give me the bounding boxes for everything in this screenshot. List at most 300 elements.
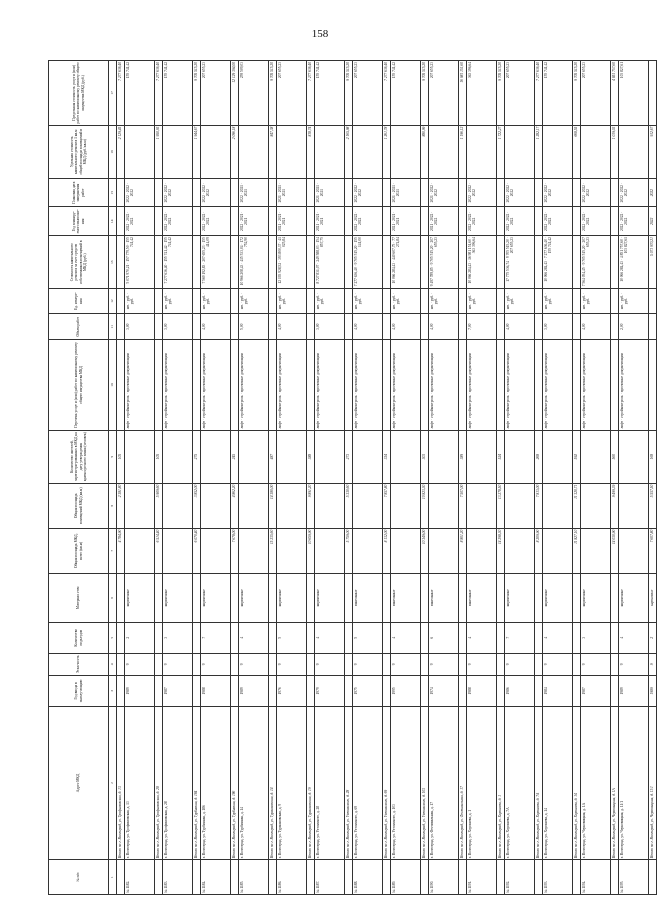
cell-work: лифт · стройконтроль · проектные документации [619, 340, 649, 430]
cell-mat [573, 573, 581, 622]
total-row [117, 61, 125, 895]
cell-cost: 5 071 970,21 [649, 236, 657, 289]
cell-plan: 2022 · 2022 · 2022 [543, 207, 573, 236]
cell-entr [421, 622, 429, 653]
cell-addr: Итого по г. Волгоград, ул. Трофимовская, д. 28 [155, 706, 163, 859]
cell-mat [193, 573, 201, 622]
cell-liv: 2 381,80 [117, 483, 125, 528]
cell-cost [421, 236, 429, 289]
cell-area [505, 528, 535, 573]
cell-floors: 9 [125, 653, 155, 676]
column-header: № п/п [49, 860, 109, 895]
cell-limit: 7 277 636,40 [383, 61, 391, 126]
cell-cost: 10 066 284,43 · 440 607,75 · 77 274,84 [391, 236, 421, 289]
cell-entr: 4 [391, 622, 421, 653]
building-row [277, 61, 307, 895]
cell-mat: кирпичные [649, 573, 657, 622]
cell-vol: 4,00 [353, 313, 383, 340]
cell-cost [307, 236, 315, 289]
column-number: 14 [109, 207, 117, 236]
cell-cost [117, 236, 125, 289]
column-number: 3 [109, 676, 117, 707]
cell-entr: 4 [467, 622, 497, 653]
cell-spec: 1 261,78 [383, 125, 391, 178]
cell-floors [117, 653, 125, 676]
cell-liv [277, 483, 307, 528]
cell-work [535, 340, 543, 430]
cell-liv [391, 483, 421, 528]
cell-addr: г. Волгоград, ул. Черновицкая, д. 1А [581, 706, 611, 859]
cell-addr: Итого по г. Волгоград, ул. Ухтомского, д. 69 [383, 706, 391, 859]
cell-vol: 5,00 [239, 313, 269, 340]
cell-date [421, 178, 429, 207]
cell-year [307, 676, 315, 707]
cell-area [315, 528, 345, 573]
cell-addr: Итого по г. Волгоград, ул. Турмановская, д. 19 [307, 706, 315, 859]
cell-area: 8 801,20 [459, 528, 467, 573]
cell-entr [193, 622, 201, 653]
cell-cost: 8 727 831,07 · 249 588,03 · 154 857,75 [315, 236, 345, 289]
cell-entr: 3 [163, 622, 193, 653]
cell-work [269, 340, 277, 430]
cell-vol [231, 313, 239, 340]
cell-num [497, 860, 505, 895]
cell-spec: 1 722,27 [497, 125, 505, 178]
cell-spec: 847,38 [269, 125, 277, 178]
cell-limit: 155 741,42 [125, 61, 155, 126]
column-number: 10 [109, 340, 117, 430]
cell-num: № 1185. [239, 860, 269, 895]
cell-plan: 2022 · 2022 · 2022 [581, 207, 611, 236]
cell-entr: 3 [581, 622, 611, 653]
total-row [497, 61, 505, 895]
cell-unit [573, 289, 581, 314]
cell-people: 268 [535, 430, 543, 483]
cell-work [573, 340, 581, 430]
cell-year: 1976 [277, 676, 307, 707]
column-number: 11 [109, 313, 117, 340]
cell-floors: 9 [201, 653, 231, 676]
cell-mat [383, 573, 391, 622]
cell-date: 2021 · 2021 · 2021 [391, 178, 421, 207]
cell-mat: кирпичные [581, 573, 611, 622]
cell-addr: Итого по г. Волгоград, ул. Черновицкая, д. 1А [611, 706, 619, 859]
column-header: Стоимость капитального ремонта за счет средств собственников помещений в МКД (руб.) [49, 236, 109, 289]
cell-entr: 4 [619, 622, 649, 653]
cell-work: лифт · стройконтроль · проектные документации [467, 340, 497, 430]
cell-entr [459, 622, 467, 653]
cell-entr: 6 [429, 622, 459, 653]
cell-addr: г. Волгоград, ул. Турбинная, д. 14 [239, 706, 269, 859]
cell-liv: 11 320,71 [573, 483, 581, 528]
cell-mat: кирпичные [201, 573, 231, 622]
cell-entr [231, 622, 239, 653]
cell-vol: 4,00 [429, 313, 459, 340]
cell-unit: шт. · руб. · руб. [315, 289, 345, 314]
cell-limit: 7 277 636,40 [117, 61, 125, 126]
cell-limit: 207 655,23 [277, 61, 307, 126]
cell-limit: 207 655,23 [201, 61, 231, 126]
cell-limit: 12 129 394,00 [231, 61, 239, 126]
cell-plan [117, 207, 125, 236]
cell-limit: 259 509,03 [239, 61, 269, 126]
cell-work [345, 340, 353, 430]
cell-year: 1987 [581, 676, 611, 707]
cell-spec: 2 096,18 [231, 125, 239, 178]
cell-num: № 1195. [619, 860, 649, 895]
cell-area [201, 528, 231, 573]
cell-cost [497, 236, 505, 289]
cell-unit: шт. · руб. · руб. [239, 289, 269, 314]
building-row [315, 61, 345, 895]
cell-area [543, 528, 573, 573]
cell-area [353, 528, 383, 573]
cell-work: лифт · стройконтроль · проектные документации [353, 340, 383, 430]
cell-cost: 10 066 284,43 · 4 851 757,60 · 103 827,61 [619, 236, 649, 289]
total-row [269, 61, 277, 895]
cell-mat: панельные [429, 573, 459, 622]
cell-num [535, 860, 543, 895]
page-number: 158 [311, 28, 329, 40]
cell-unit [649, 289, 657, 314]
cell-cost: 7 277 636,40 · 9 705 515,20 · 155 141,00 [353, 236, 383, 289]
cell-vol [193, 313, 201, 340]
cell-cost [611, 236, 619, 289]
cell-people: 388 [307, 430, 315, 483]
cell-mat [611, 573, 619, 622]
cell-year [421, 676, 429, 707]
cell-num: № 1182. [125, 860, 155, 895]
cell-unit: шт. · руб. · руб. [353, 289, 383, 314]
cell-cost: 5 071 970,21 · 157 779,50 · 155 741,42 [125, 236, 155, 289]
cell-spec [353, 125, 383, 178]
cell-year [117, 676, 125, 707]
cell-num [649, 860, 657, 895]
cell-people [429, 430, 459, 483]
cell-people [467, 430, 497, 483]
cell-vol: 3,00 [163, 313, 193, 340]
cell-addr: г. Волгоград, ул. Черновицкая, д. 11/1 [619, 706, 649, 859]
cell-limit: 9 705 515,20 [421, 61, 429, 126]
cell-liv [353, 483, 383, 528]
cell-work: лифт · стройконтроль · проектные документации [239, 340, 269, 430]
cell-vol [459, 313, 467, 340]
cell-year: 1989 [649, 676, 657, 707]
building-row [467, 61, 497, 895]
building-row [163, 61, 193, 895]
total-row [611, 61, 619, 895]
cell-mat: панельные [391, 573, 421, 622]
cell-vol: 4,00 [581, 313, 611, 340]
cell-plan [611, 207, 619, 236]
cell-spec [315, 125, 345, 178]
column-number: 8 [109, 483, 117, 528]
cell-vol: 3,00 [125, 313, 155, 340]
cell-liv [467, 483, 497, 528]
cell-addr: Итого по г. Волгоград, ул. Черновицкая, д. 11/1 [649, 706, 657, 859]
cell-liv: 9 891,20 [307, 483, 315, 528]
cell-area: 7 607,80 [649, 528, 657, 573]
cell-date [345, 178, 353, 207]
column-header: Объем работ [49, 313, 109, 340]
cell-spec: 668,55 [573, 125, 581, 178]
column-number: 15 [109, 178, 117, 207]
cell-people [277, 430, 307, 483]
cell-limit: 363 396,64 [467, 61, 497, 126]
cell-date [117, 178, 125, 207]
total-row [345, 61, 353, 895]
cell-entr [497, 622, 505, 653]
column-number: 12 [109, 289, 117, 314]
cell-addr: г. Волгоград, ул. Ухтомского, д. 28 [315, 706, 345, 859]
cell-floors [421, 653, 429, 676]
cell-limit: 9 705 515,20 [193, 61, 201, 126]
cell-area: 4 784,90 [117, 528, 125, 573]
cell-area [163, 528, 193, 573]
cell-vol [383, 313, 391, 340]
cell-liv: 10 823,30 [421, 483, 429, 528]
cell-liv [125, 483, 155, 528]
cell-floors [231, 653, 239, 676]
building-row [543, 61, 573, 895]
cell-floors [193, 653, 201, 676]
cell-spec: 1 944,67 [193, 125, 201, 178]
cell-num [155, 860, 163, 895]
cell-vol [269, 313, 277, 340]
cell-work [307, 340, 315, 430]
cell-plan: 2022 · 2022 · 2022 [505, 207, 535, 236]
cell-num [231, 860, 239, 895]
cell-work: лифт · стройконтроль · проектные документации [543, 340, 573, 430]
cell-addr: г. Волгоград, ул. Трофимовская, д. 13 [125, 706, 155, 859]
column-number: 9 [109, 430, 117, 483]
cell-entr [535, 622, 543, 653]
cell-vol: 4,00 [391, 313, 421, 340]
cell-date [193, 178, 201, 207]
cell-floors: 9 [649, 653, 657, 676]
cell-cost: 7 569 192,83 · 207 655,23 · 155 414,09 [201, 236, 231, 289]
cell-mat [345, 573, 353, 622]
cell-limit: 103 827,61 [619, 61, 649, 126]
cell-num: № 1184. [201, 860, 231, 895]
cell-people [581, 430, 611, 483]
cell-date [611, 178, 619, 207]
total-row [421, 61, 429, 895]
cell-plan [459, 207, 467, 236]
cell-num: № 1187. [315, 860, 345, 895]
cell-mat [231, 573, 239, 622]
cell-liv [315, 483, 345, 528]
cell-mat [155, 573, 163, 622]
cell-people [543, 430, 573, 483]
cell-people: 105 [155, 430, 163, 483]
cell-spec [543, 125, 573, 178]
cell-limit: 207 655,23 [429, 61, 459, 126]
cell-people [315, 430, 345, 483]
cell-vol: 3,00 [315, 313, 345, 340]
cell-work: лифт · стройконтроль · проектные документации [391, 340, 421, 430]
cell-entr: 5 [353, 622, 383, 653]
cell-work [383, 340, 391, 430]
cell-year [573, 676, 581, 707]
column-header: Плановая дата завершения работ [49, 178, 109, 207]
cell-mat [307, 573, 315, 622]
cell-entr [611, 622, 619, 653]
cell-plan [269, 207, 277, 236]
cell-work [649, 340, 657, 430]
cell-mat [117, 573, 125, 622]
cell-area: 15 235,60 [269, 528, 277, 573]
building-row [581, 61, 611, 895]
cell-mat: кирпичные [505, 573, 535, 622]
cell-entr: 5 [277, 622, 307, 653]
cell-area: 8 132,00 [383, 528, 391, 573]
cell-mat [421, 573, 429, 622]
cell-limit: 207 655,23 [505, 61, 535, 126]
cell-people: 560 [611, 430, 619, 483]
cell-liv: 13 278,50 [497, 483, 505, 528]
cell-unit: шт. · руб. · руб. [125, 289, 155, 314]
column-number: 5 [109, 622, 117, 653]
cell-date: 2022 · 2022 · 2022 [467, 178, 497, 207]
cell-unit [155, 289, 163, 314]
cell-work: лифт · стройконтроль · проектные документации [125, 340, 155, 430]
cell-num [269, 860, 277, 895]
column-number: 16 [109, 125, 117, 178]
cell-people: 273 [345, 430, 353, 483]
cell-mat: кирпичные [239, 573, 269, 622]
cell-date: 2022 · 2022 · 2022 [543, 178, 573, 207]
cell-limit: 9 705 515,20 [345, 61, 353, 126]
cell-date: 2022 · 2022 · 2022 [619, 178, 649, 207]
cell-liv: 7 813,00 [535, 483, 543, 528]
cell-date: 2022 · 2022 · 2022 [581, 178, 611, 207]
cell-addr: Итого по г. Волгоград, ул. Фестивальная, д. 17 [459, 706, 467, 859]
cell-people: 334 [383, 430, 391, 483]
cell-unit [459, 289, 467, 314]
cell-people: 275 [193, 430, 201, 483]
cell-work [155, 340, 163, 430]
cell-date: 2022 · 2022 · 2022 [201, 178, 231, 207]
cell-work: лифт · стройконтроль · проектные документации [581, 340, 611, 430]
cell-liv [201, 483, 231, 528]
cell-spec [163, 125, 193, 178]
cell-mat [497, 573, 505, 622]
total-row [573, 61, 581, 895]
cell-entr [117, 622, 125, 653]
cell-addr: г. Волгоград, ул. Фестивальная, д. 17 [429, 706, 459, 859]
cell-cost [193, 236, 201, 289]
column-header: Материал стен [49, 573, 109, 622]
cell-num: № 1194. [581, 860, 611, 895]
cell-num [345, 860, 353, 895]
cell-cost: 9 497 789,85 · 9 705 515,20 · 207 655,23 [429, 236, 459, 289]
cell-addr: Итого по г. Волгоград, ул. Турбинная, д. 184 [193, 706, 201, 859]
cell-spec [581, 125, 611, 178]
cell-floors [459, 653, 467, 676]
cell-floors [611, 653, 619, 676]
cell-date [155, 178, 163, 207]
cell-date: 2021 · 2022 · 2022 [429, 178, 459, 207]
total-row [649, 61, 657, 895]
cell-people [163, 430, 193, 483]
cell-cost: 7 564 054,45 · 9 705 515,20 · 207 655,23 [581, 236, 611, 289]
cell-date: 2021 · 2021 · 2021 [315, 178, 345, 207]
header-row [49, 61, 109, 895]
cell-addr: Итого по г. Волгоград, ул. Хорошева, д. 7А [535, 706, 543, 859]
cell-floors: 9 [619, 653, 649, 676]
cell-work: лифт · стройконтроль · проектные документации [277, 340, 307, 430]
cell-work: лифт · стройконтроль · проектные документации [505, 340, 535, 430]
cell-people [239, 430, 269, 483]
cell-date: 2022 · 2022 · 2022 [125, 178, 155, 207]
cell-cost: 10 066 284,43 · 16 981 151,60 · 363 396,64 [467, 236, 497, 289]
cell-unit [421, 289, 429, 314]
rotated-table-container [48, 60, 654, 895]
column-number-row [109, 61, 117, 895]
cell-spec: 2 129,45 [117, 125, 125, 178]
cell-vol [497, 313, 505, 340]
cell-mat: панельные [467, 573, 497, 622]
cell-year: 1974 [429, 676, 459, 707]
column-header: Перечень услуг и (или) работ по капитальному ремонту общего имущества МКД [49, 340, 109, 430]
cell-year: 1988 [201, 676, 231, 707]
building-row [429, 61, 459, 895]
column-number: 13 [109, 236, 117, 289]
cell-unit [611, 289, 619, 314]
cell-year [193, 676, 201, 707]
cell-entr: 7 [201, 622, 231, 653]
cell-floors: 9 [467, 653, 497, 676]
cell-floors [535, 653, 543, 676]
cell-liv [619, 483, 649, 528]
cell-year [535, 676, 543, 707]
cell-addr: г. Волгоград, ул. Хорошева, д. 7А [505, 706, 535, 859]
cell-people [505, 430, 535, 483]
cell-people: 245 [231, 430, 239, 483]
cell-year [345, 676, 353, 707]
cell-area: 14 030,90 [611, 528, 619, 573]
cell-cost [573, 236, 581, 289]
cell-date [459, 178, 467, 207]
cell-floors: 9 [277, 653, 307, 676]
cell-limit: 9 705 515,20 [269, 61, 277, 126]
cell-year [459, 676, 467, 707]
cell-year: 1986 [505, 676, 535, 707]
cell-floors: 9 [581, 653, 611, 676]
building-row [505, 61, 535, 895]
cell-addr: г. Волгоград, ул. Ухтомского, д. 103 [391, 706, 421, 859]
cell-spec: 1 019,03 [611, 125, 619, 178]
cell-num [307, 860, 315, 895]
total-row [155, 61, 163, 895]
cell-floors: 9 [239, 653, 269, 676]
cell-plan: 2022 · 2022 · 2022 [619, 207, 649, 236]
cell-cost [269, 236, 277, 289]
cell-spec: 1 950,93 [155, 125, 163, 178]
cell-cost [459, 236, 467, 289]
cell-plan [573, 207, 581, 236]
cell-limit: 155 741,42 [163, 61, 193, 126]
cell-addr: г. Волгоград, ул. Трофимовская, д. 28 [163, 706, 193, 859]
cell-people: 105 [117, 430, 125, 483]
cell-cost [155, 236, 163, 289]
cell-date [269, 178, 277, 207]
building-row [239, 61, 269, 895]
cell-floors [383, 653, 391, 676]
cell-vol [117, 313, 125, 340]
cell-spec [125, 125, 155, 178]
